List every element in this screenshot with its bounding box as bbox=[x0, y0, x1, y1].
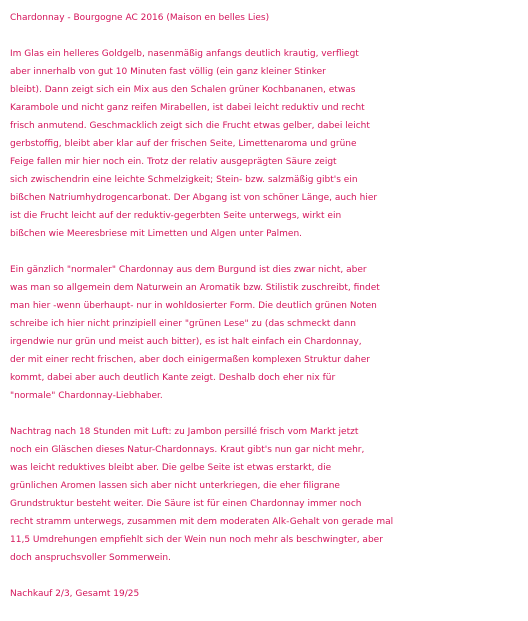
wine-title: Chardonnay - Bourgogne AC 2016 (Maison en belles Lies) bbox=[10, 13, 270, 23]
text-line: Karambole und nicht ganz reifen Mirabellen, ist dabei leicht reduktiv und recht bbox=[10, 103, 365, 113]
text-line: Im Glas ein helleres Goldgelb, nasenmäßig anfangs deutlich krautig, verfliegt bbox=[10, 49, 359, 59]
text-line: doch anspruchsvoller Sommerwein. bbox=[10, 553, 171, 563]
text-line: Ein gänzlich "normaler" Chardonnay aus dem Burgund ist dies zwar nicht, aber bbox=[10, 265, 367, 275]
text-line: 11,5 Umdrehungen empfiehlt sich der Wein nun noch mehr als beschwingter, aber bbox=[10, 535, 383, 545]
text-line: Nachtrag nach 18 Stunden mit Luft: zu Jambon persillé frisch vom Markt jetzt bbox=[10, 427, 359, 437]
text-line: schreibe ich hier nicht prinzipiell einer "grünen Lese" zu (das schmeckt dann bbox=[10, 319, 356, 329]
text-line: was man so allgemein dem Naturwein an Aromatik bzw. Stilistik zuschreibt, findet bbox=[10, 283, 380, 293]
text-line: irgendwie nur grün und meist auch bitter), es ist halt einfach ein Chardonnay, bbox=[10, 337, 362, 347]
text-line: aber innerhalb von gut 10 Minuten fast völlig (ein ganz kleiner Stinker bbox=[10, 67, 326, 77]
text-line: sich zwischendrin eine leichte Schmelzigkeit; Stein- bzw. salzmäßig gibt's ein bbox=[10, 175, 358, 185]
text-line: grünlichen Aromen lassen sich aber nicht unterkriegen, die eher filigrane bbox=[10, 481, 340, 491]
text-line: noch ein Gläschen dieses Natur-Chardonnays. Kraut gibt's nun gar nicht mehr, bbox=[10, 445, 365, 455]
paragraph-assessment bbox=[10, 261, 522, 405]
text-line: bißchen wie Meeresbriese mit Limetten und Algen unter Palmen. bbox=[10, 229, 303, 239]
text-line: man hier -wenn überhaupt- nur in wohldosierter Form. Die deutlich grünen Noten bbox=[10, 301, 377, 311]
text-line: recht stramm unterwegs, zusammen mit dem moderaten Alk-Gehalt von gerade mal bbox=[10, 517, 394, 527]
text-line: Feige fallen mir hier noch ein. Trotz der relativ ausgeprägten Säure zeigt bbox=[10, 157, 337, 167]
text-line: bißchen Natriumhydrogencarbonat. Der Abgang ist von schöner Länge, auch hier bbox=[10, 193, 378, 203]
rating-footer: Nachkauf 2/3, Gesamt 19/25 bbox=[10, 589, 140, 599]
text-line: gerbstoffig, bleibt aber klar auf der frischen Seite, Limettenaroma und grüne bbox=[10, 139, 357, 149]
text-line: der mit einer recht frischen, aber doch einigermaßen komplexen Struktur daher bbox=[10, 355, 370, 365]
text-line: bleibt). Dann zeigt sich ein Mix aus den Schalen grüner Kochbananen, etwas bbox=[10, 85, 356, 95]
text-line: ist die Frucht leicht auf der reduktiv-gegerbten Seite unterwegs, wirkt ein bbox=[10, 211, 342, 221]
paragraph-addendum bbox=[10, 423, 522, 567]
text-line: frisch anmutend. Geschmacklich zeigt sich die Frucht etwas gelber, dabei leicht bbox=[10, 121, 370, 131]
text-line: kommt, dabei aber auch deutlich Kante zeigt. Deshalb doch eher nix für bbox=[10, 373, 336, 383]
text-line: "normale" Chardonnay-Liebhaber. bbox=[10, 391, 163, 401]
text-line: was leicht reduktives bleibt aber. Die gelbe Seite ist etwas erstarkt, die bbox=[10, 463, 332, 473]
paragraph-tasting bbox=[10, 45, 522, 243]
tasting-note bbox=[10, 9, 522, 621]
text-line: Grundstruktur besteht weiter. Die Säure ist für einen Chardonnay immer noch bbox=[10, 499, 362, 509]
